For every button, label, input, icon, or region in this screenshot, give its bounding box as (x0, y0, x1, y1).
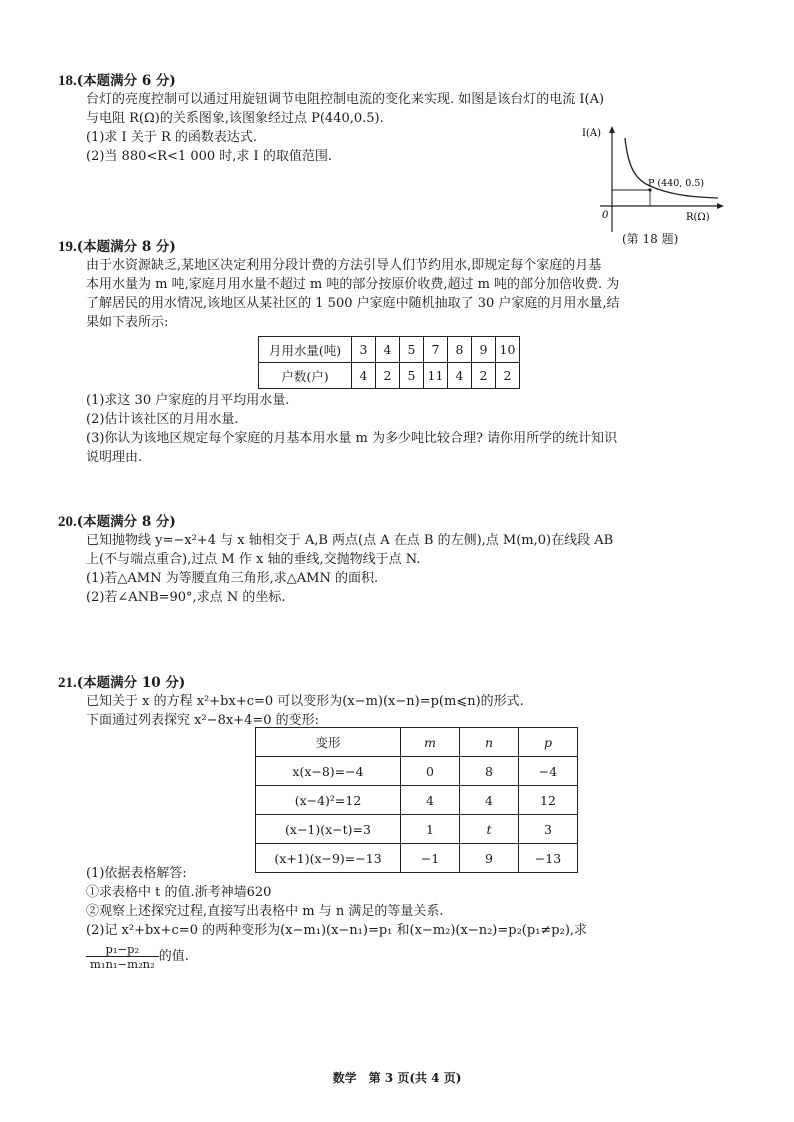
q19-parts (58, 391, 738, 467)
q19-table (258, 336, 520, 389)
table-cell: 0 (401, 757, 460, 786)
q19-stem-line4: 果如下表所示: (86, 315, 169, 330)
q19-part3-line1: (3)你认为该地区规定每个家庭的月基本用水量 m 为多少吨比较合理? 请你用所学的统计知识 (86, 431, 618, 446)
q18-part2: (2)当 880<R<1 000 时,求 I 的取值范围. (86, 149, 332, 164)
q21-part2: (2)记 x²+bx+c=0 的两种变形为(x−m₁)(x−n₁)=p₁ 和(x−m₂)(x−n₂)=p₂(p₁≠p₂),求 (86, 923, 588, 938)
table-cell: 10 (496, 337, 520, 363)
table-cell: 2 (376, 363, 400, 389)
table-cell: 3 (352, 337, 376, 363)
q21-part2-fraction-line (58, 942, 738, 971)
table-cell: 7 (424, 337, 448, 363)
table-cell: −4 (519, 757, 578, 786)
q21-stem-line1: 已知关于 x 的方程 x²+bx+c=0 可以变形为(x−m)(x−n)=p(m⩽n)的形式. (86, 694, 524, 709)
q18-curve (625, 138, 718, 198)
q20-header (58, 513, 738, 531)
q18-header (58, 72, 738, 90)
q21-header (58, 674, 738, 692)
q21-table (255, 727, 578, 873)
q19-stem-line2: 本用水量为 m 吨,家庭月用水量不超过 m 吨的部分按原价收费,超过 m 吨的部分加倍收费. 为 (86, 277, 620, 292)
table-row (256, 728, 578, 757)
q19-score: (本题满分 8 分) (76, 239, 176, 255)
table-header-cell: m (401, 728, 460, 757)
table-cell: 2 (472, 363, 496, 389)
q18-stem-line2: 与电阻 R(Ω)的关系图象,该图象经过点 P(440,0.5). (86, 111, 384, 126)
q21-part1a: ①求表格中 t 的值.浙考神墙620 (86, 885, 272, 900)
table-cell: 12 (519, 786, 578, 815)
table-cell: t (460, 815, 519, 844)
q19-header (58, 238, 738, 256)
table-cell: 4 (460, 786, 519, 815)
q21-part1b: ②观察上述探究过程,直接写出表格中 m 与 n 满足的等量关系. (86, 904, 444, 919)
table-cell: 1 (401, 815, 460, 844)
q18-x-label: R(Ω) (686, 212, 710, 223)
table-cell: 11 (424, 363, 448, 389)
q19-row2-header: 户数(户) (259, 363, 352, 389)
table-cell: 4 (448, 363, 472, 389)
q20-stem-line1: 已知抛物线 y=−x²+4 与 x 轴相交于 A,B 两点(点 A 在点 B 的左侧),点 M(m,0)在线段 AB (86, 533, 614, 548)
q21-number: 21. (58, 675, 77, 691)
q21-part1: (1)依据表格解答: (86, 866, 187, 881)
page-footer: 数学 第 3 页(共 4 页) (332, 1071, 462, 1085)
table-cell: 9 (460, 844, 519, 873)
question-19 (58, 238, 738, 332)
table-cell: 8 (460, 757, 519, 786)
table-cell: 5 (400, 337, 424, 363)
q21-fraction (86, 942, 159, 971)
table-cell: −13 (519, 844, 578, 873)
q18-part1: (1)求 I 关于 R 的函数表达式. (86, 130, 257, 145)
table-header-cell: n (460, 728, 519, 757)
table-cell: 2 (496, 363, 520, 389)
q19-stem-line3: 了解居民的用水情况,该地区从某社区的 1 500 户家庭中随机抽取了 30 户家庭的月用水量,结 (86, 296, 620, 311)
q18-point-label: P (440, 0.5) (648, 178, 705, 189)
table-row (256, 757, 578, 786)
table-cell: (x−4)²=12 (256, 786, 401, 815)
table-row (259, 337, 520, 363)
q19-number: 19. (58, 239, 77, 255)
q19-part3-line2: 说明理由. (86, 450, 143, 465)
table-cell: 9 (472, 337, 496, 363)
table-row (256, 786, 578, 815)
q20-part2: (2)若∠ANB=90°,求点 N 的坐标. (86, 590, 286, 605)
table-cell: 3 (519, 815, 578, 844)
q20-part1: (1)若△AMN 为等腰直角三角形,求△AMN 的面积. (86, 571, 379, 586)
q21-fraction-denominator: m₁n₁−m₂n₂ (90, 957, 155, 971)
q18-number: 18. (58, 73, 77, 89)
q20-number: 20. (58, 514, 77, 530)
q18-score: (本题满分 6 分) (76, 73, 176, 89)
table-cell: x(x−8)=−4 (256, 757, 401, 786)
q21-fraction-numerator: p₁−p₂ (86, 942, 159, 957)
table-cell: −1 (401, 844, 460, 873)
table-cell: 4 (401, 786, 460, 815)
q21-stem-line2: 下面通过列表探究 x²−8x+4=0 的变形: (86, 713, 320, 728)
table-cell: 8 (448, 337, 472, 363)
q18-graph (578, 124, 728, 246)
q18-caption: (第 18 题) (622, 232, 679, 246)
table-row (259, 363, 520, 389)
q19-stem-line1: 由于水资源缺乏,某地区决定利用分段计费的方法引导人们节约用水,即规定每个家庭的月基 (86, 258, 602, 273)
question-20 (58, 513, 738, 607)
q19-part1: (1)求这 30 户家庭的月平均用水量. (86, 393, 290, 408)
q18-y-label: I(A) (582, 128, 601, 139)
q20-score: (本题满分 8 分) (76, 514, 176, 530)
table-header-cell: 变形 (256, 728, 401, 757)
table-cell: (x−1)(x−t)=3 (256, 815, 401, 844)
q21-parts (58, 864, 738, 971)
q18-stem-line1: 台灯的亮度控制可以通过用旋钮调节电阻控制电流的变化来实现. 如图是该台灯的电流 I(A) (86, 92, 605, 107)
question-21 (58, 674, 738, 730)
table-row (256, 815, 578, 844)
table-cell: 5 (400, 363, 424, 389)
table-cell: 4 (376, 337, 400, 363)
table-cell: 4 (352, 363, 376, 389)
table-cell: (x+1)(x−9)=−13 (256, 844, 401, 873)
q19-row1-header: 月用水量(吨) (259, 337, 352, 363)
table-header-cell: p (519, 728, 578, 757)
q18-origin-label: 0 (602, 210, 609, 221)
q19-part2: (2)估计该社区的月用水量. (86, 412, 239, 427)
q21-part2-tail: 的值. (158, 949, 189, 964)
q20-stem-line2: 上(不与端点重合),过点 M 作 x 轴的垂线,交抛物线于点 N. (86, 552, 421, 567)
q21-score: (本题满分 10 分) (76, 675, 186, 691)
